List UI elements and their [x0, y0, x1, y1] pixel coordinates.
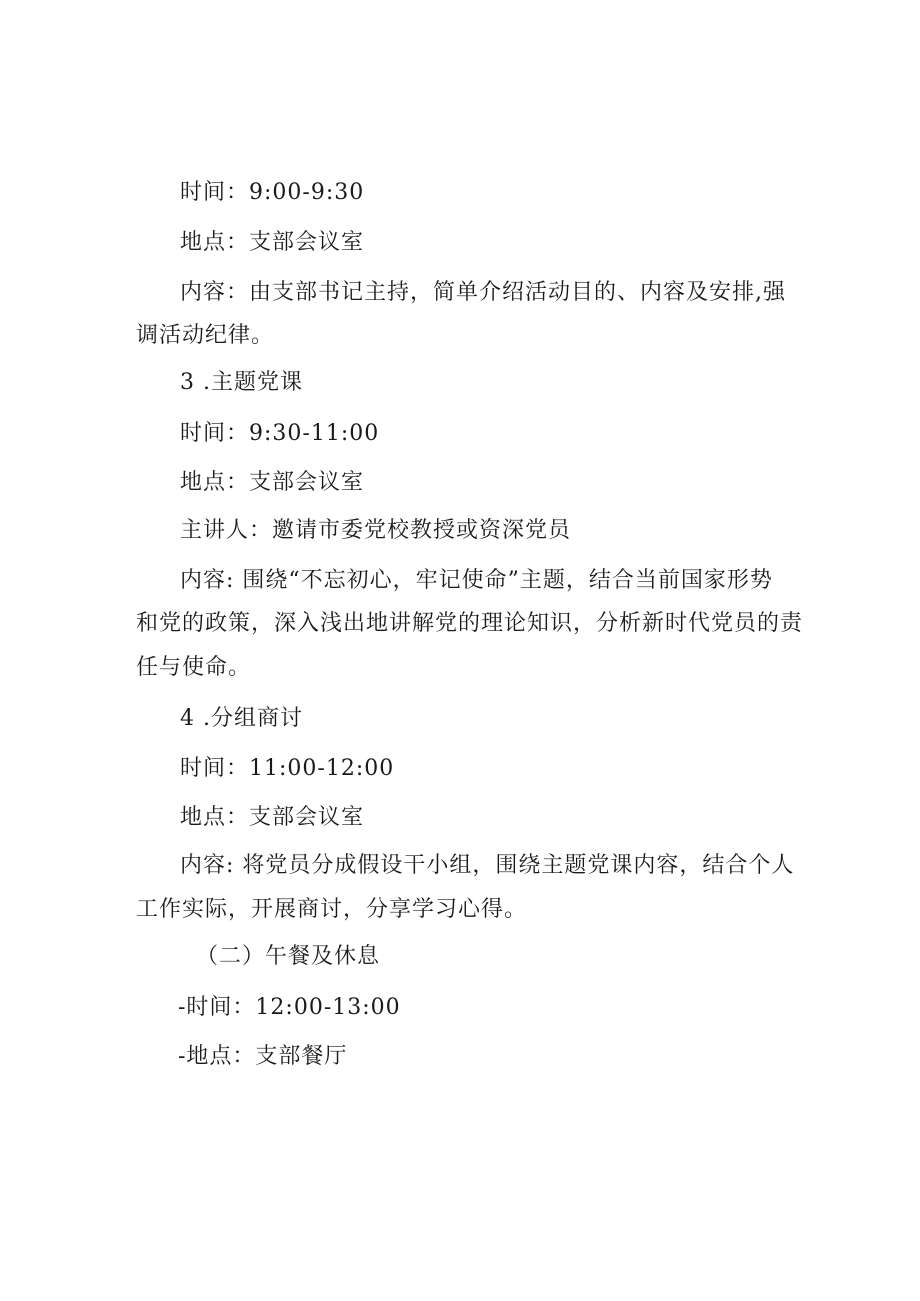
section3-time: 时间：9:30-11:00 [180, 421, 380, 446]
section4-time: 时间：11:00-12:00 [180, 756, 395, 781]
section3-content-line1: 内容: 围绕“不忘初心，牢记使命”主题，结合当前国家形势 [180, 568, 773, 593]
section4-heading: 4 .分组商讨 [180, 706, 303, 731]
section2-content-line2: 调活动纪律。 [136, 323, 275, 348]
section4-content-line2: 工作实际，开展商讨，分享学习心得。 [136, 897, 528, 922]
section4-place: 地点：支部会议室 [180, 805, 365, 830]
section3-content-line2: 和党的政策，深入浅出地讲解党的理论知识，分析新时代党员的责 [136, 611, 804, 636]
part2-time: -时间：12:00-13:00 [178, 995, 401, 1020]
section3-speaker: 主讲人：邀请市委党校教授或资深党员 [180, 518, 572, 543]
section3-content-line3: 任与使命。 [136, 655, 252, 680]
section3-place: 地点：支部会议室 [180, 470, 365, 495]
section2-place: 地点：支部会议室 [180, 230, 365, 255]
section2-time: 时间：9:00-9:30 [180, 180, 365, 205]
section3-heading: 3 .主题党课 [180, 370, 303, 395]
section2-content-line1: 内容：由支部书记主持，简单介绍活动目的、内容及安排,强 [180, 280, 786, 305]
part2-heading: （二）午餐及休息 [196, 944, 381, 969]
part2-place: -地点：支部餐厅 [178, 1044, 348, 1069]
section4-content-line1: 内容: 将党员分成假设干小组，围绕主题党课内容，结合个人 [180, 853, 795, 878]
